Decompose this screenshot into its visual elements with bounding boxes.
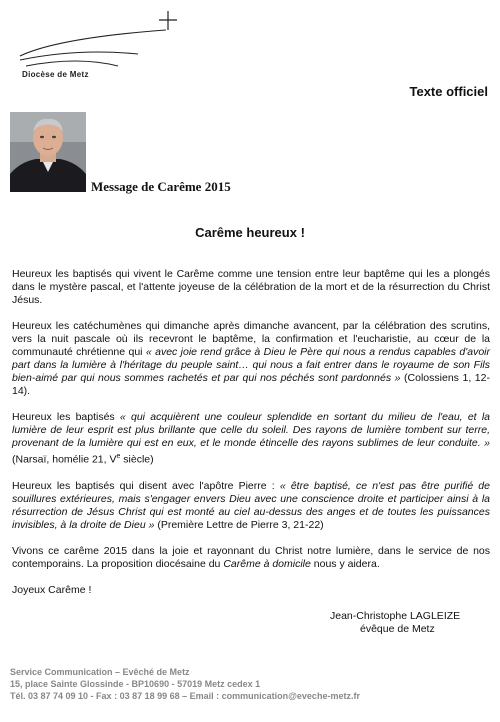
official-text-label: Texte officiel — [409, 84, 488, 99]
footer-contact — [10, 666, 360, 702]
footer-line-2: 15, place Sainte Glossinde - BP10690 - 57019 Metz cedex 1 — [10, 679, 261, 689]
quote-segment: « qui acquièrent une couleur splendide en sortant du milieu de l'eau, et la lumière de leur esprit est plus brillante que celle du soleil. Des rayons de lumière tombent sur terre, provenant de la lumière qui est en eux, et le monde étincelle des rayons sublimes de leur conduite. » — [12, 411, 490, 449]
paragraph — [12, 411, 490, 467]
text-segment: Joyeux Carême ! — [12, 583, 92, 596]
text-segment: Heureux les baptisés — [12, 411, 120, 423]
paragraph — [12, 584, 490, 597]
paragraph — [12, 320, 490, 398]
paragraph — [12, 268, 490, 307]
quote-segment: « avec joie rend grâce à Dieu le Père qui nous a rendus capables d'avoir part dans la lumière à l'héritage du peuple saint… qui nous a fait entrer dans le royaume de son Fils bien-aimé par qui nous sommes rachetés et par qui nos péchés sont pardonnés » — [12, 346, 490, 384]
footer-line-1: Service Communication – Evêché de Metz — [10, 667, 190, 677]
text-segment: siècle) — [120, 453, 154, 466]
text-segment: Heureux les baptisés qui vivent le Carême comme une tension entre leur baptême qui les a plongés dans le mystère pascal, et l'attente joyeuse de la célébration de la mort et de la résurrection du Christ Jésus. — [12, 268, 490, 306]
quote-segment: Carême à domicile — [223, 557, 311, 570]
message-body — [12, 268, 490, 597]
footer-line-3: Tél. 03 87 74 09 10 - Fax : 03 87 18 99 68 – Email : communication@eveche-metz.fr — [10, 691, 360, 701]
paragraph — [12, 545, 490, 571]
text-segment: e — [116, 453, 121, 460]
signature-role: évêque de Metz — [360, 623, 435, 635]
text-segment: nous y aidera. — [310, 557, 380, 570]
signature-name: Jean-Christophe LAGLEIZE — [330, 610, 461, 622]
text-segment: (Première Lettre de Pierre 3, 21-22) — [154, 518, 324, 531]
text-segment: (Colossiens 1, 12-14). — [12, 372, 490, 397]
bishop-photo — [10, 112, 86, 192]
text-segment: Heureux les catéchumènes qui dimanche après dimanche avancent, par la célébration des scrutins, vers la nuit pascale où ils recevront le baptême, la confirmation et l'eucharistie, au cœur de la communauté chrétienne qui — [12, 320, 490, 358]
signature-block — [330, 610, 460, 636]
message-title: Message de Carême 2015 — [91, 179, 231, 194]
text-segment: Heureux les baptisés qui disent avec l'apôtre Pierre : — [12, 479, 280, 492]
text-segment: Vivons ce carême 2015 dans la joie et rayonnant du Christ notre lumière, dans le service de nos contemporains. La proposition diocésaine du — [12, 544, 490, 570]
logo-text: Diocèse de Metz — [22, 70, 89, 79]
quote-segment: « être baptisé, ce n'est pas être purifié de souillures extérieures, mais s'engager envers Dieu avec une conscience droite et participer ainsi à la résurrection de Jésus Christ qui est monté au ciel au-dessus des anges et de toutes les puissances invisibles, à la droite de Dieu » — [12, 479, 490, 531]
headline: Carême heureux ! — [195, 225, 305, 240]
text-segment: (Narsaï, homélie 21, V — [12, 453, 117, 466]
paragraph — [12, 480, 490, 532]
